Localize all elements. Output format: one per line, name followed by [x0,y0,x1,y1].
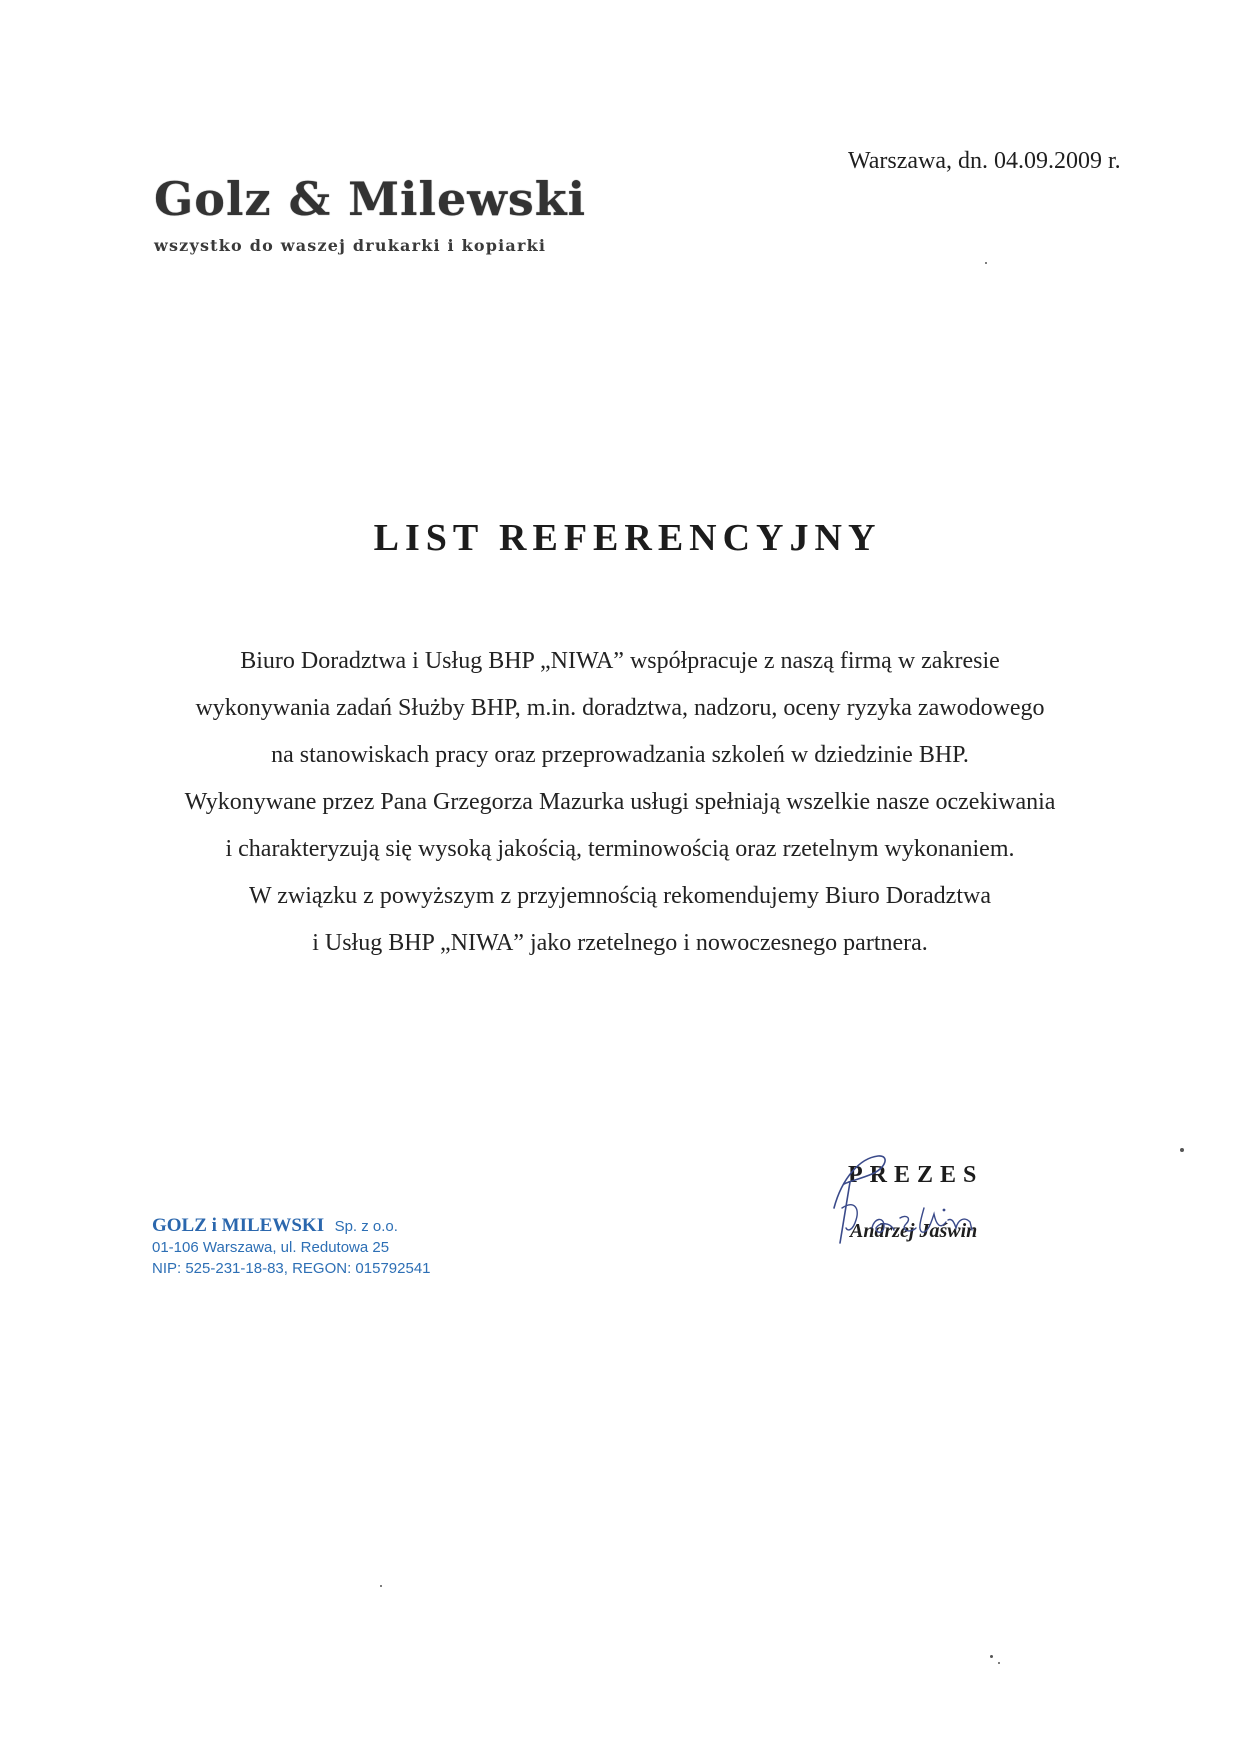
company-tagline: wszystko do waszej drukarki i kopiarki [154,236,547,255]
signature-block [820,1148,1020,1258]
stamp-company-name: GOLZ i MILEWSKI [152,1215,325,1236]
letter-body [110,638,1130,967]
body-line: i charakteryzują się wysoką jakością, terminowością oraz rzetelnym wykonaniem. [225,836,1015,862]
company-logo-name: Golz & Milewski [154,172,587,226]
document-title: LIST REFERENCYJNY [373,517,882,559]
scan-speck [380,1585,382,1587]
stamp-ids: NIP: 525-231-18-83, REGON: 015792541 [152,1260,431,1277]
stamp-address: 01-106 Warszawa, ul. Redutowa 25 [152,1239,390,1256]
handwritten-signature [820,1148,1020,1258]
stamp-company-suffix: Sp. z o.o. [334,1218,398,1235]
scan-speck [985,262,987,264]
body-line: wykonywania zadań Służby BHP, m.in. doradztwa, nadzoru, oceny ryzyka zawodowego [195,695,1045,721]
scan-speck [990,1655,993,1658]
body-line: na stanowiskach pracy oraz przeprowadzania szkoleń w dziedzinie BHP. [271,742,969,768]
body-line: Biuro Doradztwa i Usług BHP „NIWA” współpracuje z naszą firmą w zakresie [240,648,1000,674]
letterhead-logo [154,172,634,255]
body-line: Wykonywane przez Pana Grzegorza Mazurka usługi spełniają wszelkie nasze oczekiwania [184,789,1056,815]
body-line: W związku z powyższym z przyjemnością rekomendujemy Biuro Doradztwa [249,883,991,909]
body-line: i Usług BHP „NIWA” jako rzetelnego i nowoczesnego partnera. [312,930,928,956]
scan-speck [998,1662,1000,1664]
signer-position: PREZES [848,1162,984,1188]
signer-name: Andrzej Jaświn [850,1220,978,1242]
company-stamp [152,1215,431,1279]
letter-date: Warszawa, dn. 04.09.2009 r. [848,148,1121,174]
scan-speck [1180,1148,1184,1152]
